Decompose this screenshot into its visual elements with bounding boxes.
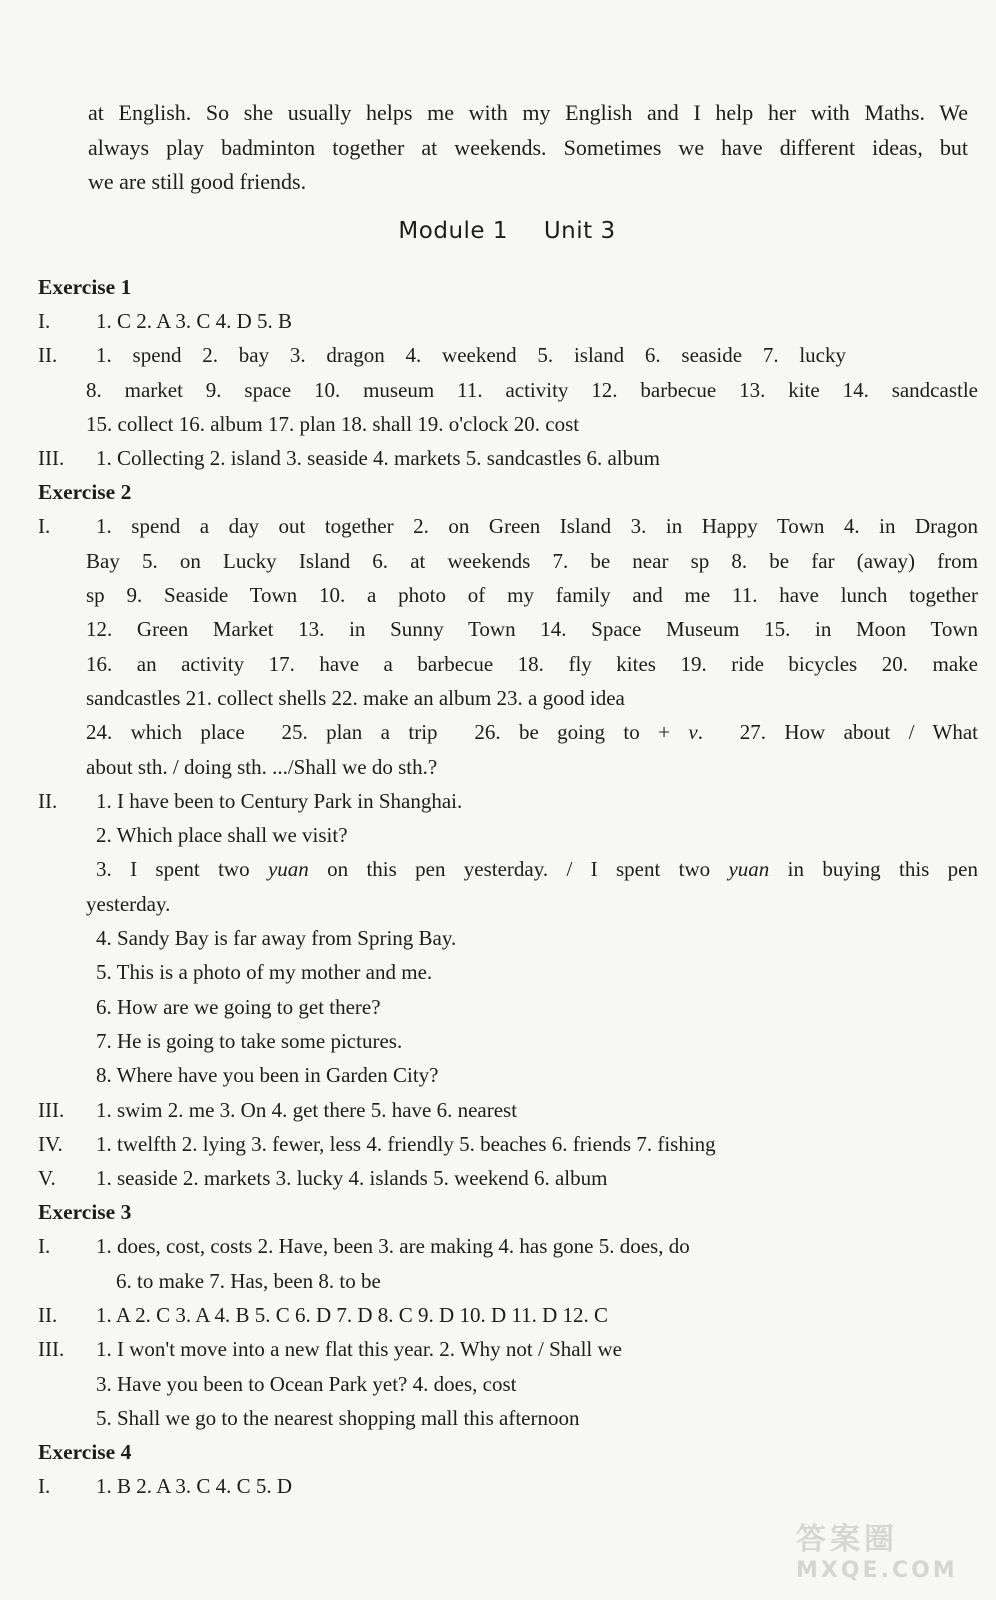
answer-line: 5. This is a photo of my mother and me. [96,960,433,985]
module-label: Module 1 [398,218,508,244]
answer-line: 7. He is going to take some pictures. [96,1028,403,1053]
answer-line: 1. C 2. A 3. C 4. D 5. B [96,309,293,333]
answer-line: 8. market 9. space 10. museum 11. activity 12. barbecue 13. kite 14. sandcastle [86,377,978,402]
answer-group [38,1161,978,1195]
answer-group [38,784,978,1093]
answer-line: 2. Which place shall we visit? [96,823,348,848]
answer-line: 1. I have been to Century Park in Shanghai. [96,788,463,813]
answers [38,270,978,1504]
exercise-heading: Exercise 3 [38,1200,132,1225]
answer-line: 1. swim 2. me 3. On 4. get there 5. have 6. nearest [96,1097,518,1122]
watermark-bottom: MXQE.COM [796,1558,958,1583]
answer-line: 1. Collecting 2. island 3. seaside 4. markets 5. sandcastles 6. album [96,446,660,471]
group-number: III. [38,446,65,471]
answer-line: yesterday. [86,891,171,916]
exercise-heading: Exercise 2 [38,480,132,505]
answer-group [38,1332,978,1435]
exercise-heading: Exercise 1 [38,275,132,299]
intro-line: at English. So she usually helps me with my English and I help her with Maths. We [88,100,968,125]
group-number: III. [38,1097,65,1122]
answer-group [38,1469,978,1503]
answer-line: Bay 5. on Lucky Island 6. at weekends 7. be near sp 8. be far (away) from [86,548,978,573]
group-number: II. [38,343,58,368]
group-number: II. [38,1303,58,1328]
exercise-heading: Exercise 4 [38,1440,132,1465]
group-number: II. [38,788,58,813]
answer-group [38,1229,978,1298]
answer-line: about sth. / doing sth. .../Shall we do sth.? [86,754,438,779]
group-number: IV. [38,1131,63,1156]
answer-group [38,338,978,441]
answer-line: 16. an activity 17. have a barbecue 18. fly kites 19. ride bicycles 20. make [86,651,978,676]
answer-group [38,1298,978,1332]
answer-line: 6. to make 7. Has, been 8. to be [116,1268,381,1293]
answer-line: 1. I won't move into a new flat this year. 2. Why not / Shall we [96,1337,622,1362]
answer-line: 1. B 2. A 3. C 4. C 5. D [96,1474,293,1499]
answer-line: 1. A 2. C 3. A 4. B 5. C 6. D 7. D 8. C 9. D 10. D 11. D 12. C [96,1303,609,1328]
watermark-logo [796,1514,976,1592]
intro-paragraph [88,96,968,200]
answer-line: sandcastles 21. collect shells 22. make an album 23. a good idea [86,685,625,710]
answer-group [38,1127,978,1161]
answer-line: 12. Green Market 13. in Sunny Town 14. Space Museum 15. in Moon Town [86,617,978,642]
answer-group [38,1093,978,1127]
answer-line: 5. Shall we go to the nearest shopping mall this afternoon [96,1405,580,1430]
answer-line: 1. twelfth 2. lying 3. fewer, less 4. friendly 5. beaches 6. friends 7. fishing [96,1131,716,1156]
answer-line: 1. does, cost, costs 2. Have, been 3. are making 4. has gone 5. does, do [96,1234,690,1259]
answer-line: sp 9. Seaside Town 10. a photo of my family and me 11. have lunch together [86,583,978,608]
group-number: I. [38,1474,51,1499]
answer-line: 1. seaside 2. markets 3. lucky 4. islands 5. weekend 6. album [96,1166,608,1191]
answer-line: 8. Where have you been in Garden City? [96,1063,439,1088]
answer-line: 4. Sandy Bay is far away from Spring Bay. [96,926,457,951]
intro-line: we are still good friends. [88,169,307,194]
group-number: V. [38,1166,56,1191]
answer-line: 3. Have you been to Ocean Park yet? 4. does, cost [96,1371,517,1396]
answer-group [38,509,978,783]
answer-line: 6. How are we going to get there? [96,994,381,1019]
answer-group [38,304,978,338]
answer-line: 24. which place 25. plan a trip 26. be going to + v. 27. How about / What [86,720,978,745]
group-number: III. [38,1337,65,1362]
group-number: I. [38,514,51,539]
answer-line: 1. spend a day out together 2. on Green Island 3. in Happy Town 4. in Dragon [96,514,978,539]
answer-line: 1. spend 2. bay 3. dragon 4. weekend 5. island 6. seaside 7. lucky [96,343,846,368]
intro-line: always play badminton together at weekends. Sometimes we have different ideas, but [88,134,968,160]
group-number: I. [38,1234,51,1259]
answer-group [38,441,978,475]
section-title [0,218,996,244]
answer-line: 3. I spent two yuan on this pen yesterday. / I spent two yuan in buying this pen [96,857,978,882]
unit-label: Unit 3 [543,218,616,244]
answer-line: 15. collect 16. album 17. plan 18. shall 19. o'clock 20. cost [86,411,580,436]
watermark-top: 答案圈 [796,1522,898,1557]
group-number: I. [38,309,51,333]
